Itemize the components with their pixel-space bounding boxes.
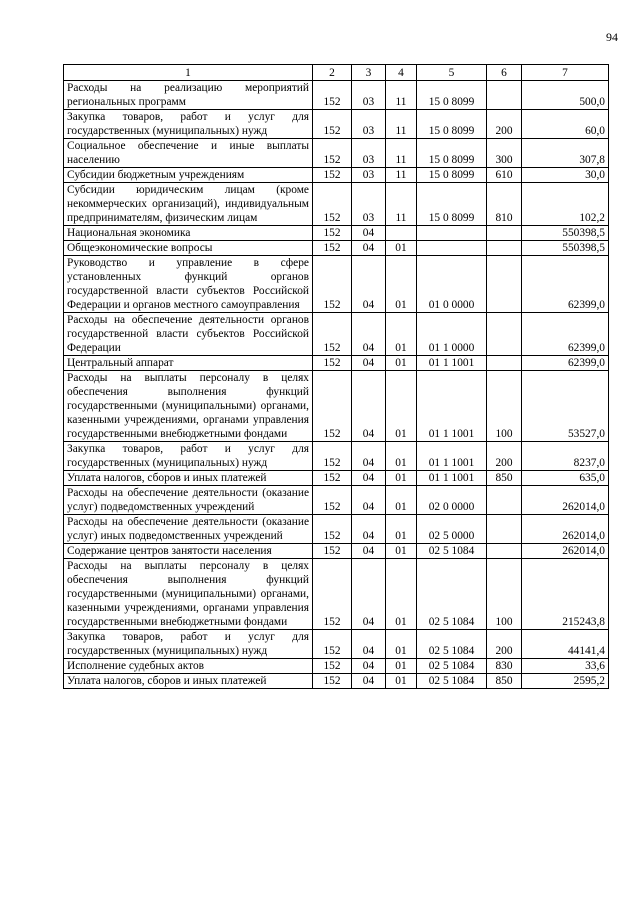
subsection-code: 11 — [386, 168, 417, 183]
target-article-code: 01 1 1001 — [417, 356, 487, 371]
section-code: 04 — [352, 471, 386, 486]
table-row — [64, 356, 609, 371]
ministry-code: 152 — [313, 674, 352, 689]
ministry-code: 152 — [313, 256, 352, 313]
item-name: Расходы на выплаты персоналу в целях обеспечения выполнения функций государственными (муниципальными) органами, казенными учреждениями, органами управления государственными внебюджетными фондами — [64, 559, 313, 630]
expense-type-code — [487, 256, 522, 313]
item-name: Уплата налогов, сборов и иных платежей — [64, 674, 313, 689]
table-row — [64, 544, 609, 559]
subsection-code: 11 — [386, 81, 417, 110]
ministry-code: 152 — [313, 559, 352, 630]
ministry-code: 152 — [313, 313, 352, 356]
expense-type-code — [487, 241, 522, 256]
target-article-code: 15 0 8099 — [417, 81, 487, 110]
item-name: Общеэкономические вопросы — [64, 241, 313, 256]
table-row — [64, 183, 609, 226]
expense-type-code — [487, 515, 522, 544]
target-article-code: 01 0 0000 — [417, 256, 487, 313]
table-row — [64, 313, 609, 356]
table-row — [64, 674, 609, 689]
subsection-code: 01 — [386, 674, 417, 689]
ministry-code: 152 — [313, 630, 352, 659]
table-row — [64, 256, 609, 313]
ministry-code: 152 — [313, 371, 352, 442]
section-code: 04 — [352, 256, 386, 313]
ministry-code: 152 — [313, 471, 352, 486]
section-code: 04 — [352, 515, 386, 544]
amount: 62399,0 — [522, 313, 609, 356]
ministry-code: 152 — [313, 110, 352, 139]
section-code: 04 — [352, 313, 386, 356]
ministry-code: 152 — [313, 356, 352, 371]
target-article-code: 01 1 1001 — [417, 471, 487, 486]
subsection-code: 01 — [386, 544, 417, 559]
amount: 550398,5 — [522, 241, 609, 256]
amount: 60,0 — [522, 110, 609, 139]
subsection-code: 01 — [386, 356, 417, 371]
amount: 307,8 — [522, 139, 609, 168]
amount: 30,0 — [522, 168, 609, 183]
target-article-code: 02 5 1084 — [417, 659, 487, 674]
item-name: Социальное обеспечение и иные выплаты населению — [64, 139, 313, 168]
item-name: Субсидии бюджетным учреждениям — [64, 168, 313, 183]
expense-type-code — [487, 313, 522, 356]
table-row — [64, 168, 609, 183]
budget-table — [63, 64, 609, 689]
expense-type-code: 300 — [487, 139, 522, 168]
subsection-code: 01 — [386, 442, 417, 471]
table-row — [64, 471, 609, 486]
section-code: 03 — [352, 81, 386, 110]
expense-type-code: 200 — [487, 110, 522, 139]
subsection-code: 01 — [386, 486, 417, 515]
target-article-code: 15 0 8099 — [417, 139, 487, 168]
expense-type-code — [487, 356, 522, 371]
amount: 500,0 — [522, 81, 609, 110]
amount: 8237,0 — [522, 442, 609, 471]
table-row — [64, 226, 609, 241]
item-name: Национальная экономика — [64, 226, 313, 241]
target-article-code: 01 1 1001 — [417, 442, 487, 471]
subsection-code: 01 — [386, 256, 417, 313]
header-col-5: 5 — [417, 65, 487, 81]
amount: 53527,0 — [522, 371, 609, 442]
expense-type-code: 810 — [487, 183, 522, 226]
amount: 215243,8 — [522, 559, 609, 630]
amount: 62399,0 — [522, 356, 609, 371]
expense-type-code — [487, 226, 522, 241]
expense-type-code: 100 — [487, 559, 522, 630]
table-row — [64, 659, 609, 674]
amount: 102,2 — [522, 183, 609, 226]
table-row — [64, 81, 609, 110]
target-article-code: 15 0 8099 — [417, 110, 487, 139]
header-row — [64, 65, 609, 81]
item-name: Субсидии юридическим лицам (кроме некоммерческих организаций), индивидуальным предпринимателям, физическим лицам — [64, 183, 313, 226]
section-code: 04 — [352, 241, 386, 256]
expense-type-code — [487, 81, 522, 110]
target-article-code: 02 5 1084 — [417, 559, 487, 630]
section-code: 04 — [352, 659, 386, 674]
ministry-code: 152 — [313, 81, 352, 110]
ministry-code: 152 — [313, 139, 352, 168]
expense-type-code — [487, 544, 522, 559]
target-article-code: 02 5 1084 — [417, 630, 487, 659]
target-article-code: 15 0 8099 — [417, 183, 487, 226]
subsection-code: 11 — [386, 110, 417, 139]
subsection-code — [386, 226, 417, 241]
amount: 262014,0 — [522, 544, 609, 559]
target-article-code: 02 5 1084 — [417, 544, 487, 559]
target-article-code: 01 1 1001 — [417, 371, 487, 442]
table-row — [64, 515, 609, 544]
item-name: Содержание центров занятости населения — [64, 544, 313, 559]
target-article-code: 02 5 1084 — [417, 674, 487, 689]
section-code: 04 — [352, 544, 386, 559]
expense-type-code: 100 — [487, 371, 522, 442]
subsection-code: 01 — [386, 559, 417, 630]
table-row — [64, 630, 609, 659]
section-code: 04 — [352, 226, 386, 241]
table-row — [64, 241, 609, 256]
target-article-code: 02 0 0000 — [417, 486, 487, 515]
amount: 2595,2 — [522, 674, 609, 689]
expense-type-code: 830 — [487, 659, 522, 674]
header-col-4: 4 — [386, 65, 417, 81]
item-name: Закупка товаров, работ и услуг для государственных (муниципальных) нужд — [64, 630, 313, 659]
expense-type-code: 200 — [487, 442, 522, 471]
amount: 44141,4 — [522, 630, 609, 659]
ministry-code: 152 — [313, 241, 352, 256]
amount: 635,0 — [522, 471, 609, 486]
header-col-3: 3 — [352, 65, 386, 81]
section-code: 04 — [352, 356, 386, 371]
ministry-code: 152 — [313, 544, 352, 559]
table-row — [64, 486, 609, 515]
ministry-code: 152 — [313, 442, 352, 471]
subsection-code: 01 — [386, 659, 417, 674]
section-code: 04 — [352, 486, 386, 515]
section-code: 04 — [352, 630, 386, 659]
section-code: 04 — [352, 371, 386, 442]
target-article-code — [417, 226, 487, 241]
target-article-code: 01 1 0000 — [417, 313, 487, 356]
section-code: 03 — [352, 168, 386, 183]
item-name: Расходы на обеспечение деятельности (оказание услуг) иных подведомственных учреждений — [64, 515, 313, 544]
subsection-code: 01 — [386, 471, 417, 486]
section-code: 04 — [352, 674, 386, 689]
item-name: Центральный аппарат — [64, 356, 313, 371]
item-name: Руководство и управление в сфере установленных функций органов государственной власти субъектов Российской Федерации и органов местного самоуправления — [64, 256, 313, 313]
header-col-1: 1 — [64, 65, 313, 81]
header-col-7: 7 — [522, 65, 609, 81]
table-row — [64, 110, 609, 139]
ministry-code: 152 — [313, 183, 352, 226]
subsection-code: 11 — [386, 183, 417, 226]
item-name: Расходы на реализацию мероприятий региональных программ — [64, 81, 313, 110]
ministry-code: 152 — [313, 226, 352, 241]
amount: 33,6 — [522, 659, 609, 674]
target-article-code: 02 5 0000 — [417, 515, 487, 544]
subsection-code: 01 — [386, 630, 417, 659]
expense-type-code: 850 — [487, 471, 522, 486]
ministry-code: 152 — [313, 486, 352, 515]
table-row — [64, 371, 609, 442]
subsection-code: 01 — [386, 313, 417, 356]
section-code: 03 — [352, 139, 386, 168]
amount: 262014,0 — [522, 515, 609, 544]
expense-type-code: 610 — [487, 168, 522, 183]
subsection-code: 01 — [386, 515, 417, 544]
ministry-code: 152 — [313, 515, 352, 544]
expense-type-code: 850 — [487, 674, 522, 689]
page-number: 94 — [606, 30, 618, 44]
subsection-code: 11 — [386, 139, 417, 168]
target-article-code — [417, 241, 487, 256]
expense-type-code: 200 — [487, 630, 522, 659]
header-col-6: 6 — [487, 65, 522, 81]
amount: 62399,0 — [522, 256, 609, 313]
expense-type-code — [487, 486, 522, 515]
item-name: Уплата налогов, сборов и иных платежей — [64, 471, 313, 486]
section-code: 03 — [352, 110, 386, 139]
item-name: Исполнение судебных актов — [64, 659, 313, 674]
amount: 262014,0 — [522, 486, 609, 515]
table-row — [64, 139, 609, 168]
item-name: Расходы на выплаты персоналу в целях обеспечения выполнения функций государственными (муниципальными) органами, казенными учреждениями, органами управления государственными внебюджетными фондами — [64, 371, 313, 442]
item-name: Закупка товаров, работ и услуг для государственных (муниципальных) нужд — [64, 110, 313, 139]
section-code: 04 — [352, 442, 386, 471]
ministry-code: 152 — [313, 168, 352, 183]
amount: 550398,5 — [522, 226, 609, 241]
item-name: Расходы на обеспечение деятельности органов государственной власти субъектов Российской Федерации — [64, 313, 313, 356]
section-code: 04 — [352, 559, 386, 630]
target-article-code: 15 0 8099 — [417, 168, 487, 183]
item-name: Закупка товаров, работ и услуг для государственных (муниципальных) нужд — [64, 442, 313, 471]
section-code: 03 — [352, 183, 386, 226]
table-body — [64, 81, 609, 689]
ministry-code: 152 — [313, 659, 352, 674]
table-row — [64, 442, 609, 471]
header-col-2: 2 — [313, 65, 352, 81]
item-name: Расходы на обеспечение деятельности (оказание услуг) подведомственных учреждений — [64, 486, 313, 515]
table-row — [64, 559, 609, 630]
table-header — [64, 65, 609, 81]
subsection-code: 01 — [386, 241, 417, 256]
subsection-code: 01 — [386, 371, 417, 442]
